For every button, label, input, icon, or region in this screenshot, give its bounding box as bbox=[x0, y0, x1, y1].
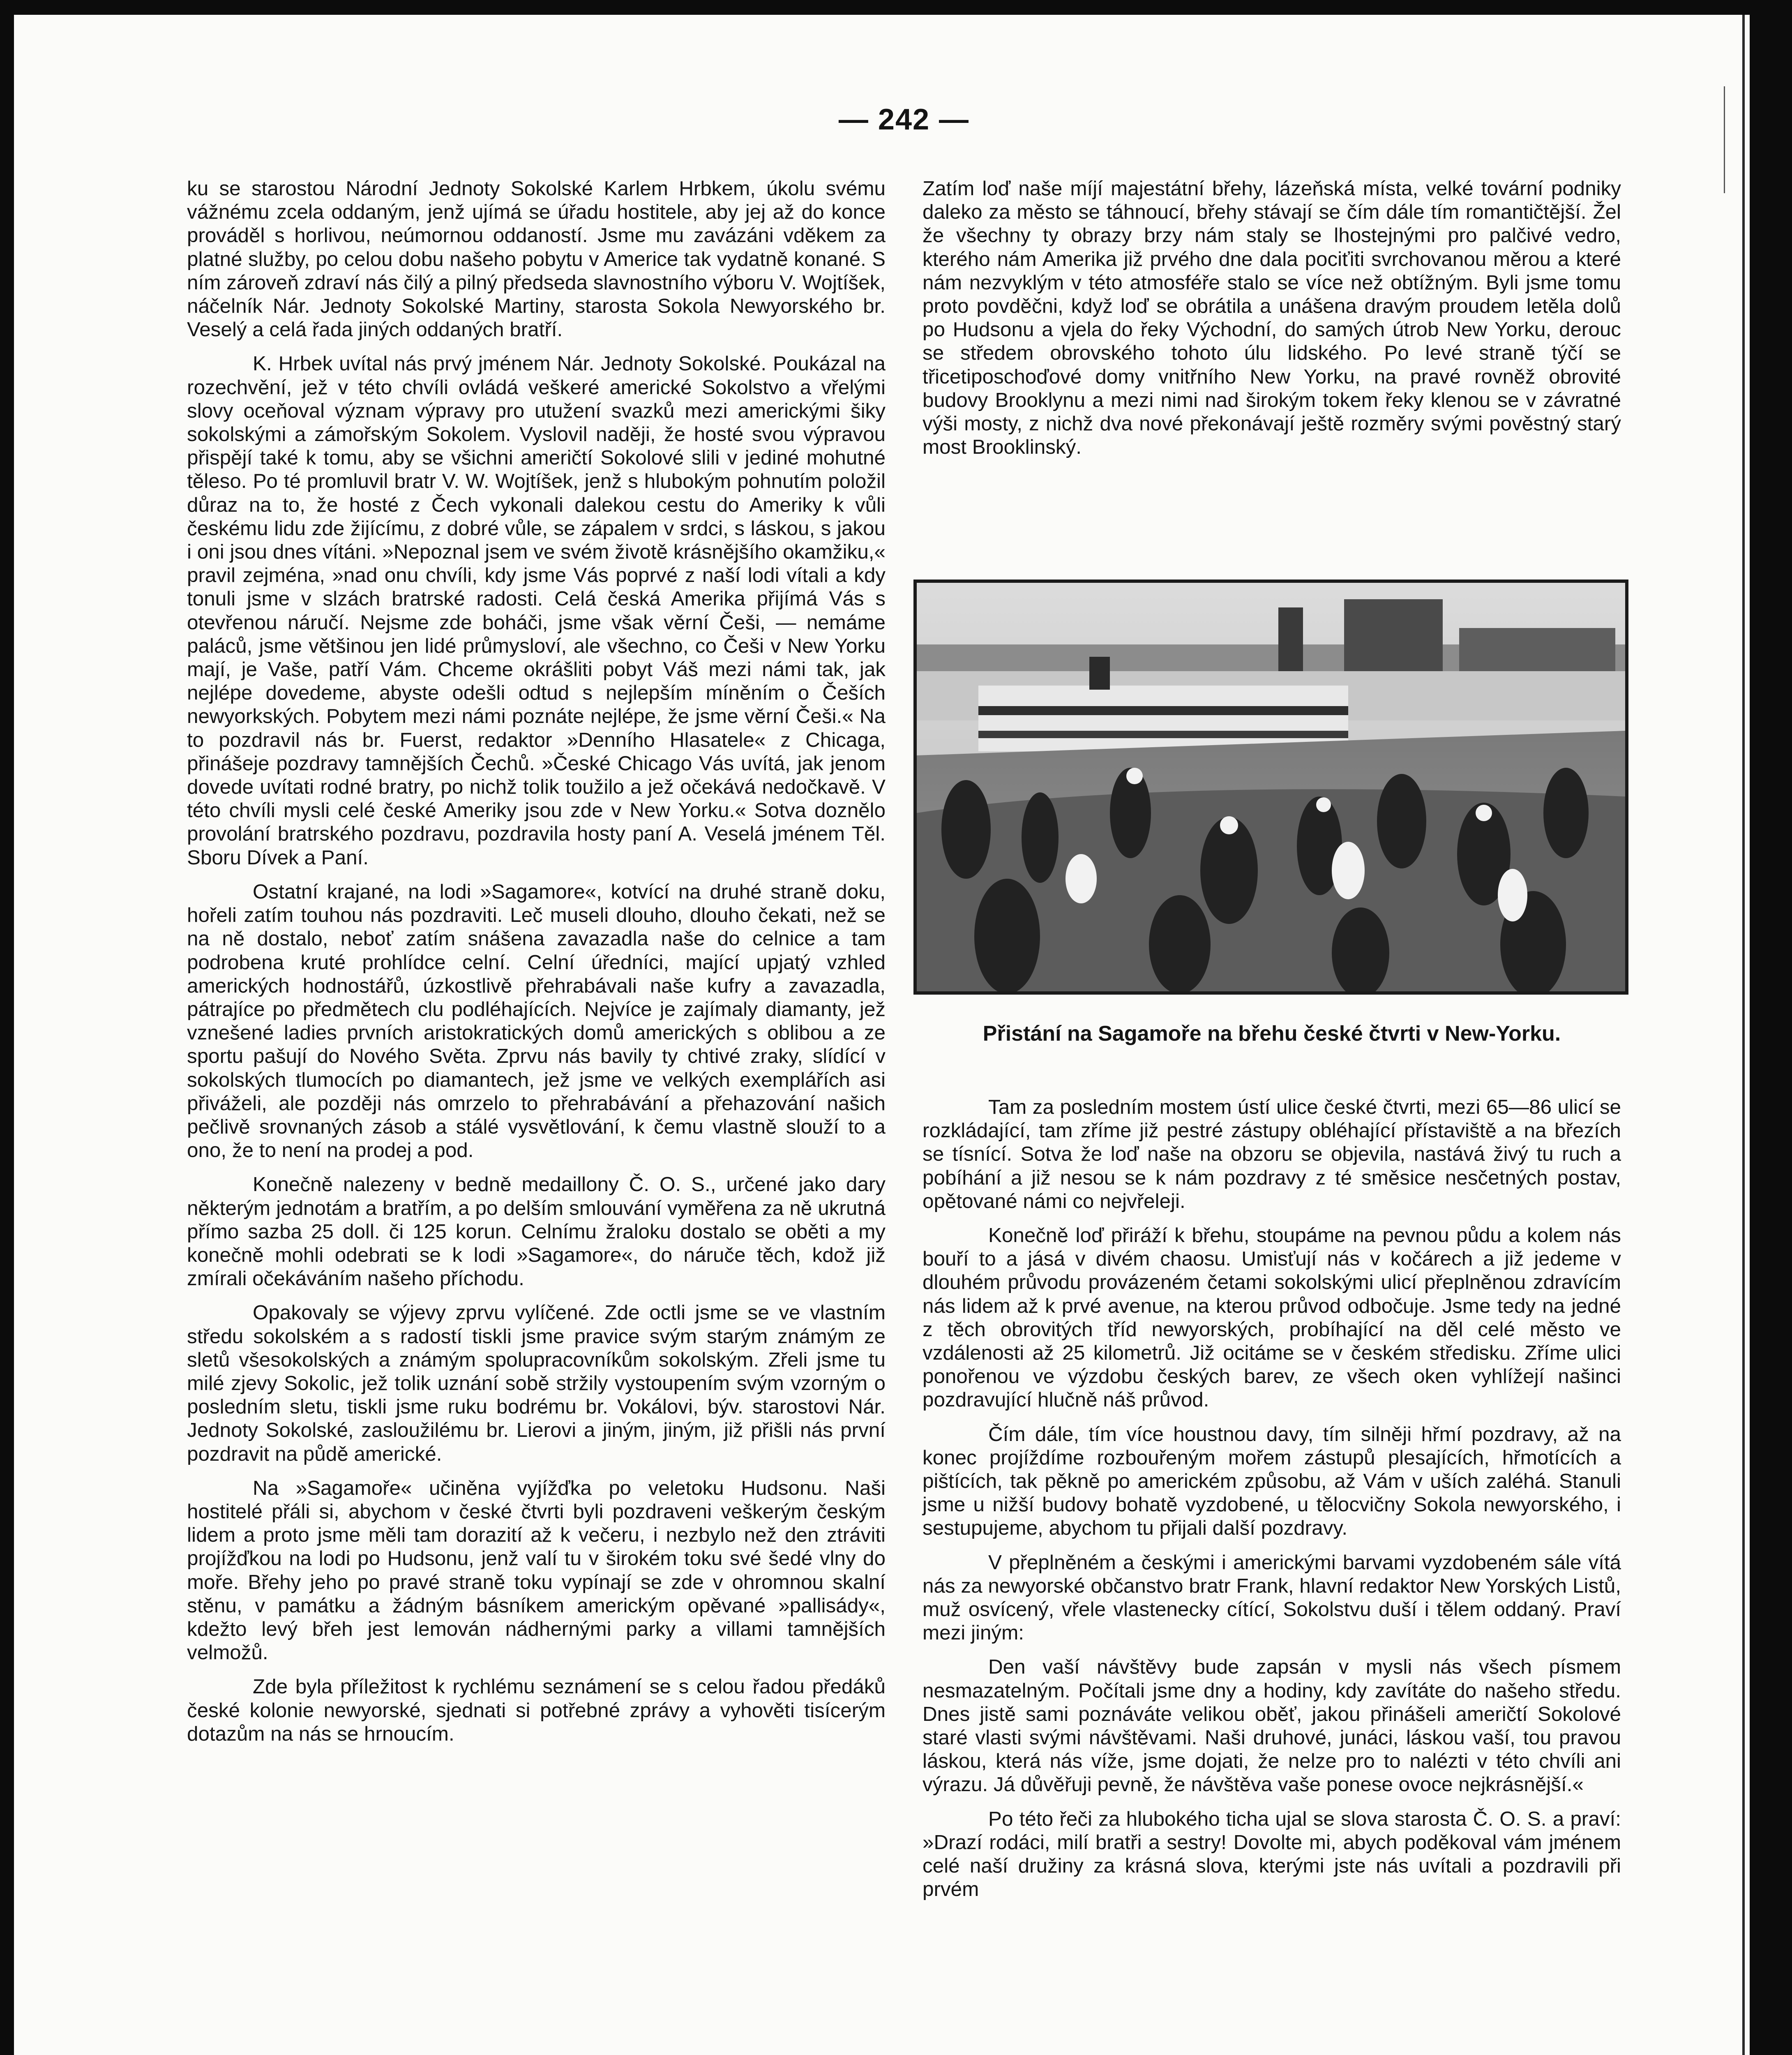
photo-caption: Přistání na Sagamoře na břehu české čtvrti v New-Yorku. bbox=[982, 1022, 1561, 1046]
scan-border-left bbox=[0, 0, 14, 2055]
scan-border-top bbox=[0, 0, 1792, 15]
left-paragraph-7: Zde byla příležitost k rychlému seznámení se s celou řadou předáků české kolonie newyorské, sjednati si potřebné zprávy a vyhověti tisícerým dotazům na nás se hrnoucím. bbox=[187, 1675, 886, 1745]
left-paragraph-5: Opakovaly se výjevy zprvu vylíčené. Zde octli jsme se ve vlastním středu sokolském a s radostí tiskli jsme pravice svým starým známým ze sletů všesokolských a známým spolupracovníkům sokolským. Zřeli jsme tu milé zjevy Sokolic, jež tolik uznání sobě stržily vystoupením svým vzorným o posledním sletu, tiskli jsme ruku bodrému br. Vokálovi, býv. starostovi Nár. Jednoty Sokolské, zasloužilému br. Lierovi a jiným, jiným, již přišli nás první pozdravit na půdě americké. bbox=[187, 1301, 886, 1465]
scan-border-right bbox=[1750, 0, 1792, 2055]
right-text-column-top bbox=[923, 177, 1621, 469]
right-paragraph-2: Konečně loď přiráží k břehu, stoupáme na pevnou půdu a kolem nás bouří to a jásá v divém chaosu. Umisťují nás v kočárech a již jedeme v dlouhém průvodu provázeném četami sokolskými ulicí přeplněnou zdravícím nás lidem až k prvé avenue, na kterou průvod odbočuje. Jsme tedy na jedné z těch obrovitých tříd newyorských, probíhající na děl celé město ve vzdálenosti až 25 kilometrů. Již ocitáme se v českém středisku. Zříme ulici ponořenou ve výzdobu českých barev, ze všech oken vyhlížejí našinci pozdravující hlučně náš průvod. bbox=[923, 1224, 1621, 1411]
right-paragraph-4: V přeplněném a českými i americkými barvami vyzdobeném sále vítá nás za newyorské občanstvo bratr Frank, hlavní redaktor New Yorských Listů, muž osvícený, vřele vlastenecky cítící, Sokolstvu duší i tělem oddaný. Praví mezi jiným: bbox=[923, 1551, 1621, 1644]
left-paragraph-1: ku se starostou Národní Jednoty Sokolské Karlem Hrbkem, úkolu svému vážnému zcela oddaným, jenž ujímá se úřadu hostitele, aby jej až do konce prováděl s horlivou, neúmornou oddaností. Jsme mu zavázáni vděkem za platné služby, po celou dobu našeho pobytu v Americe tak vydatně konané. S ním zároveň zdraví nás čilý a pilný předseda slavnostního výboru V. Wojtíšek, náčelník Nár. Jednoty Sokolské Martiny, starosta Sokola Newyorského br. Veselý a celá řada jiných oddaných bratří. bbox=[187, 177, 886, 341]
left-paragraph-4: Konečně nalezeny v bedně medaillony Č. O. S., určené jako dary některým jednotám a bratřím, a po delším smlouvání vyměřena za ně ukrutná přímo sazba 25 doll. či 125 korun. Celnímu žraloku dostalo se oběti a my konečně mohli odebrati se k lodi »Sagamore«, do náruče těch, kdož již zmírali očekáváním našeho příchodu. bbox=[187, 1173, 886, 1290]
right-top-paragraph-1: Zatím loď naše míjí majestátní břehy, lázeňská místa, velké tovární podniky daleko za město se táhnoucí, břehy stávají se čím dále tím romantičtější. Žel že všechny ty obrazy brzy nám staly se lhostejnými pro palčivé vedro, kterého nám Amerika již prvého dne dala pociťiti svrchovanou měrou a které nám nezvyklým v této atmosféře stalo se více než obtížným. Byli jsme tomu proto povděčni, když loď se obrátila a unášena dravým proudem letěla dolů po Hudsonu a vjela do řeky Východní, do samých útrob New Yorku, derouc se středem obrovského tohoto úlu lidského. Po levé straně týčí se třicetiposchoďové domy vnitřního New Yorku, na pravé rovněž obrovité budovy Brooklynu a mezi nimi nad širokým tokem řeky klenou se v závratné výši mosty, z nichž dva nové překonávají ještě rozměry svými pověstný starý most Brooklinský. bbox=[923, 177, 1621, 459]
left-text-column bbox=[187, 177, 886, 1756]
left-paragraph-2: K. Hrbek uvítal nás prvý jménem Nár. Jednoty Sokolské. Poukázal na rozechvění, jež v této chvíli ovládá veškeré americké Sokolstvo a vřelými slovy oceňoval význam výpravy pro utužení svazků mezi americkými šiky sokolskými a zámořským Sokolem. Vyslovil naději, že hosté svou výpravou přispějí také k tomu, aby se všichni američtí Sokolové slili v jediné mohutné těleso. Po té promluvil bratr V. W. Wojtíšek, jenž s hlubokým pohnutím položil důraz na to, že hosté z Čech vykonali dalekou cestu do Ameriky k vůli českému lidu zde žijícímu, z dobré vůle, se zápalem v srdci, s láskou, s jakou i oni jsou dnes vítáni. »Nepoznal jsem ve svém životě krásnějšího okamžiku,« pravil zejména, »nad onu chvíli, kdy jsme Vás poprvé z naší lodi vítali a kdy tonuli jsme v slzách bratrské radosti. Celá česká Amerika přijímá Vás s otevřenou náručí. Nejsme zde boháči, jsme však věrní Češi, — nemáme paláců, jsme většinou jen lidé průmysloví, ale všechno, co Češi v New Yorku mají, je Vaše, patří Vám. Chceme okrášliti pobyt Váš mezi námi tak, jak nejlépe dovedeme, abyste odešli odtud s nejlepším míněním o Češích newyorkských. Pobytem mezi námi poznáte nejlépe, že jsme věrní Češi.« Na to pozdravil nás br. Fuerst, redaktor »Denního Hlasatele« z Chicaga, přinášeje pozdravy tamnějších Čechů. »České Chicago Vás uvítá, jak jenom dovede uvítati rodné bratry, po nichž tolik toužilo a jež očekává nedočkavě. V této chvíli mysli celé české Ameriky jsou zde v New Yorku.« Sotva doznělo provolání bratrského pozdravu, pozdravila hosty paní A. Veselá jménem Těl. Sboru Dívek a Paní. bbox=[187, 352, 886, 869]
right-text-column-bottom bbox=[923, 1095, 1621, 1912]
right-paragraph-6: Po této řeči za hlubokého ticha ujal se slova starosta Č. O. S. a praví: »Drazí rodáci, milí bratři a sestry! Dovolte mi, abych poděkoval vám jménem celé naší družiny za krásná slova, kterými jste nás uvítali a pozdravili při prvém bbox=[923, 1807, 1621, 1901]
page-number: — 242 — bbox=[838, 103, 970, 136]
page-edge-line bbox=[1742, 15, 1745, 2055]
right-paragraph-1: Tam za posledním mostem ústí ulice české čtvrti, mezi 65—86 ulicí se rozkládající, tam zříme již pestré zástupy obléhající přístaviště a na březích se tísnící. Sotva že loď naše na obzoru se objevila, nastává živý tu ruch a pobíhání a již nesou se k nám pozdravy z té směsice nesčetných postav, opětované námi co nejvřeleji. bbox=[923, 1096, 1621, 1212]
harbor-photo bbox=[913, 580, 1628, 995]
page-edge-mark bbox=[1724, 86, 1725, 193]
left-paragraph-6: Na »Sagamoře« učiněna vyjížďka po veletoku Hudsonu. Naši hostitelé přáli si, abychom v české čtvrti byli pozdraveni veškerým českým lidem a proto jsme měli tam dorazití až k večeru, i nezbylo než den ztráviti projížďkou na lodi po Hudsonu, jenž valí tu v širokém toku své šedé vlny do moře. Břehy jeho po pravé straně toku vypínají se zde v ohromnou skalní stěnu, v památku a žádným básníkem americkým opěvané »pallisády«, kdežto levý břeh jest lemován nádhernými parky a villami tamnějších velmožů. bbox=[187, 1476, 886, 1664]
left-paragraph-3: Ostatní krajané, na lodi »Sagamore«, kotvící na druhé straně doku, hořeli zatím touhou nás pozdraviti. Leč museli dlouho, dlouho čekati, než se na ně dostalo, neboť zatím snášena zavazadla naše do celnice a tam podrobena kruté prohlídce celní. Celní úředníci, mající upjatý vzhled amerických hodnostářů, úzkostlivě přehrabávali naše kufry a zavazadla, pátrajíce po předmětech clu podléhajících. Nejvíce je zajímaly diamanty, jež vznešené ladies prvních aristokratických domů amerických s oblibou a ze sportu pašují do Nového Světa. Zprvu nás bavily ty chtivé zraky, slídící v sokolských tlumocích po diamantech, jež jsme ve velkých exemplářích asi přiváželi, ale později nás omrzelo to přehrabávání a přehazování našich pečlivě srovnaných zásob a stálé vysvětlování, k čemu vlastně slouží to a ono, že to není na prodej a pod. bbox=[187, 880, 886, 1162]
right-paragraph-3: Čím dále, tím více houstnou davy, tím silněji hřmí pozdravy, až na konec projíždíme rozbouřeným mořem zástupů plesajících, hřmotících a pištících, tak pěkně po americkém způsobu, až Vám v uších zaléhá. Stanuli jsme u nižší budovy bohatě vyzdobené, u tělocvičny Sokola newyorského, i sestupujeme, abychom tu přijali další pozdravy. bbox=[923, 1422, 1621, 1540]
harbor-photo-image bbox=[917, 583, 1625, 991]
right-paragraph-5: Den vaší návštěvy bude zapsán v mysli nás všech písmem nesmazatelným. Počítali jsme dny a hodiny, kdy zavítáte do našeho středu. Dnes jistě sami poznáváte velikou oběť, jakou přinášeli američtí Sokolové staré vlasti svými návštěvami. Naši druhové, junáci, láskou vaší, tou pravou láskou, která nás víže, jsme dojati, že nelze pro to nalézti v této chvíli ani výrazu. Já důvěřuji pevně, že návštěva vaše ponese ovoce nejkrásnější.« bbox=[923, 1656, 1621, 1796]
